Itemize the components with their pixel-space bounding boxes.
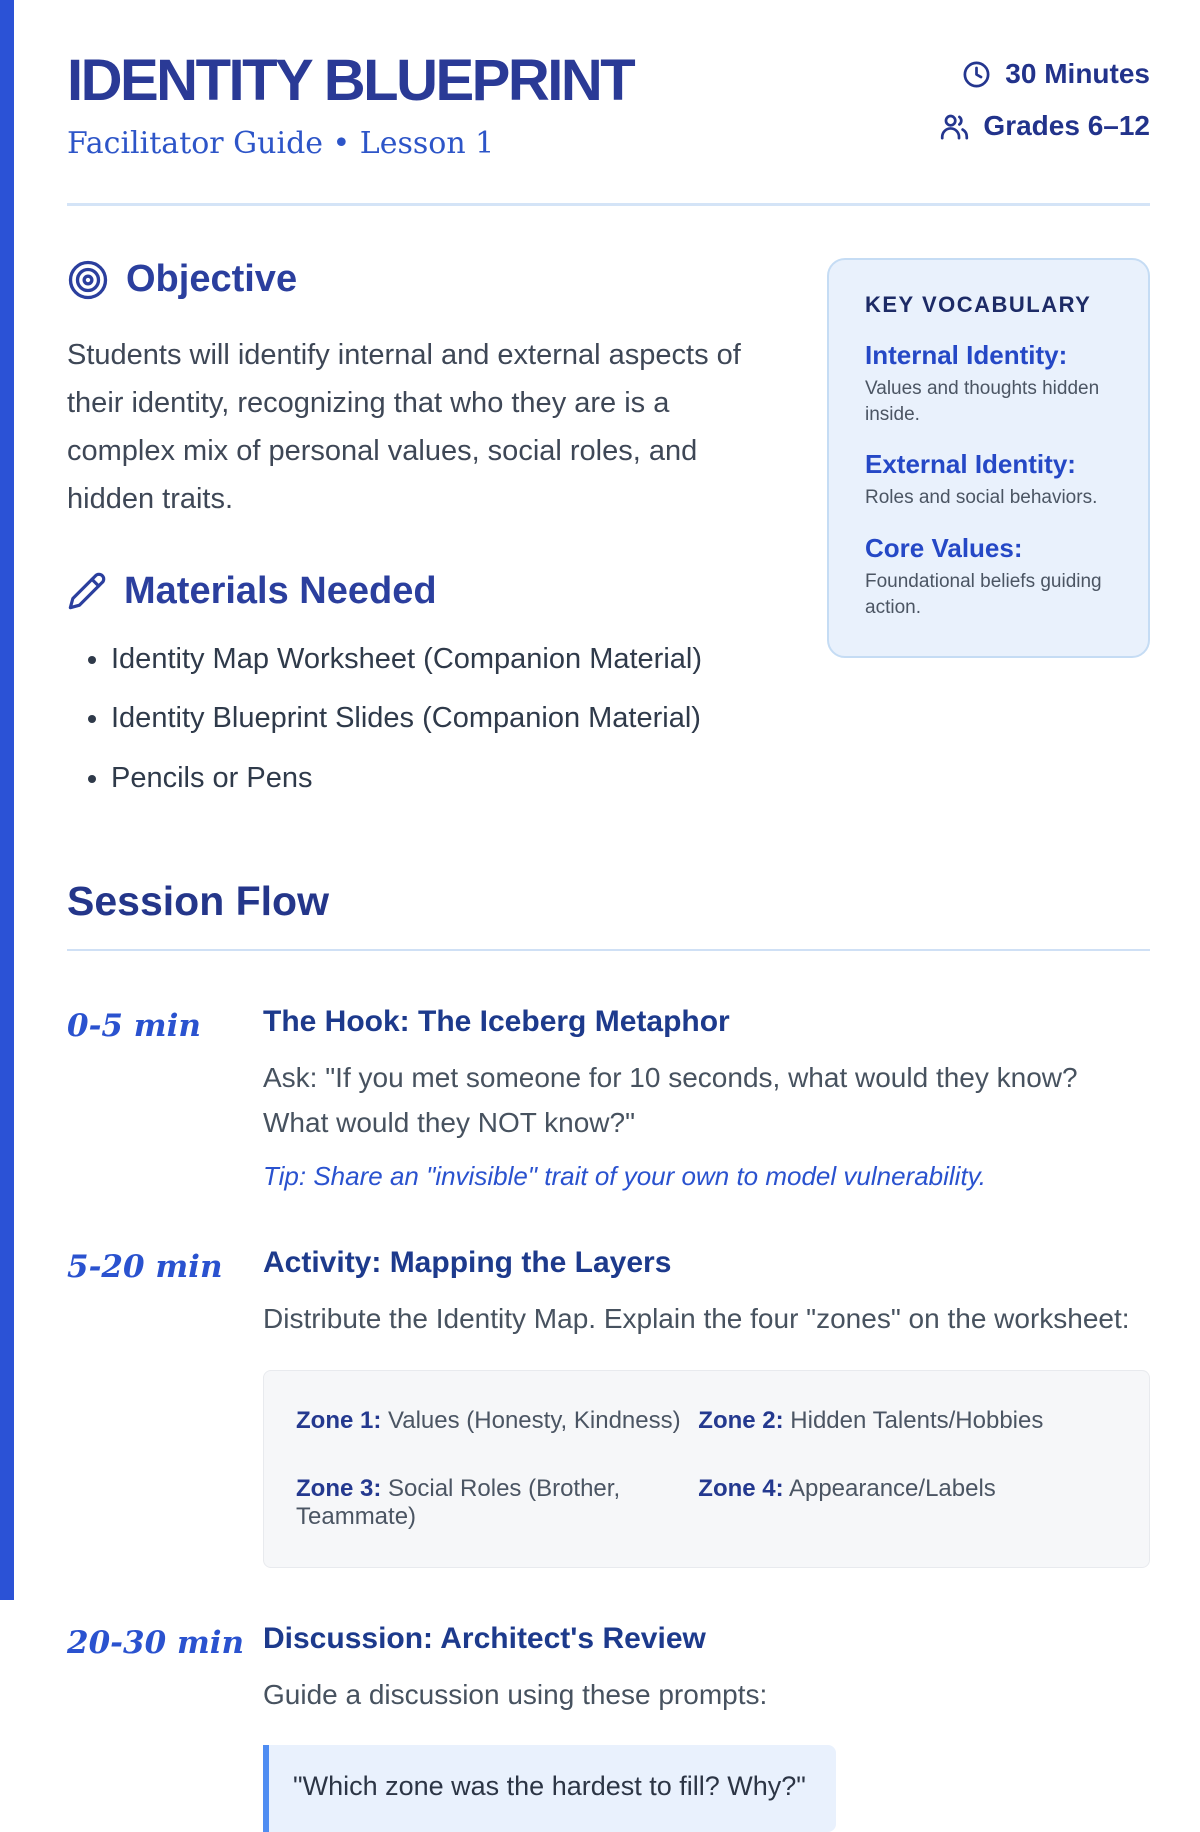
document-page: [67, 0, 1150, 1832]
page-title: IDENTITY BLUEPRINT: [67, 48, 634, 113]
zone-value: Social Roles (Brother, Teammate): [296, 1474, 621, 1530]
session-item-title: Discussion: Architect's Review: [263, 1621, 706, 1655]
objective-heading: [67, 258, 787, 301]
time-label: 0-5 min: [67, 1007, 201, 1044]
accent-bar: [0, 0, 14, 1600]
grades-row: [939, 110, 1150, 142]
session-item-title: Activity: Mapping the Layers: [263, 1246, 672, 1280]
session-flow-divider: [67, 949, 1150, 951]
vocab-term: [865, 449, 1118, 511]
clock-icon: [961, 59, 992, 90]
header: [67, 0, 1150, 161]
vocab-term-definition: Foundational beliefs guiding action.: [865, 570, 1102, 618]
session-item-content: [263, 1005, 1150, 1193]
time-label: 5-20 min: [67, 1249, 223, 1286]
discussion-prompt-quote: "Which zone was the hardest to fill? Why?": [263, 1745, 836, 1832]
session-item-body: Guide a discussion using these prompts:: [263, 1678, 768, 1710]
zone-cell: [698, 1407, 1117, 1435]
users-icon: [939, 111, 970, 142]
zone-label: Zone 4:: [698, 1474, 784, 1502]
session-item-activity: [67, 1246, 1150, 1567]
list-item: • Identity Blueprint Slides (Companion Material): [111, 700, 787, 738]
session-item-body: Ask: "If you met someone for 10 seconds, what would they know? What would they NOT know?": [263, 1061, 1078, 1138]
session-item-title: The Hook: The Iceberg Metaphor: [263, 1004, 730, 1038]
vocab-term-definition: Values and thoughts hidden inside.: [865, 378, 1100, 425]
subtitle: Facilitator Guide • Lesson 1: [67, 126, 495, 161]
list-item: • Identity Map Worksheet (Companion Material): [111, 641, 787, 679]
grades-text: Grades 6–12: [983, 110, 1150, 141]
header-titles: [67, 48, 634, 161]
time-label: 20-30 min: [67, 1624, 245, 1661]
zone-cell: [296, 1407, 698, 1435]
session-item-tip: Tip: Share an "invisible" trait of your own to model vulnerability.: [263, 1161, 986, 1192]
zone-label: Zone 3:: [296, 1474, 382, 1502]
zone-label: Zone 1:: [296, 1406, 382, 1434]
duration-text: 30 Minutes: [1005, 58, 1150, 89]
session-item-content: [263, 1622, 1150, 1832]
vocab-term-name: Core Values:: [865, 532, 1023, 563]
session-flow-heading: Session Flow: [67, 877, 329, 924]
vocab-term: [865, 340, 1118, 427]
session-item-body: Distribute the Identity Map. Explain the four "zones" on the worksheet:: [263, 1303, 1130, 1335]
zone-value: Appearance/Labels: [788, 1474, 996, 1502]
vocab-term-definition: Roles and social behaviors.: [865, 487, 1098, 509]
zone-label: Zone 2:: [698, 1406, 784, 1434]
header-divider: [67, 203, 1150, 206]
vocab-term-name: External Identity:: [865, 449, 1076, 480]
vocab-term-name: Internal Identity:: [865, 340, 1068, 370]
zones-box: [263, 1370, 1150, 1568]
objective-text: Students will identify internal and external aspects of their identity, recognizing that who they are is a complex mix of personal values, social roles, and hidden traits.: [67, 339, 741, 516]
materials-heading: [67, 570, 787, 613]
vocab-heading: KEY VOCABULARY: [865, 292, 1092, 317]
zone-value: Values (Honesty, Kindness): [388, 1406, 681, 1434]
zone-cell: [296, 1475, 698, 1531]
zone-value: Hidden Talents/Hobbies: [790, 1406, 1044, 1434]
session-item-content: [263, 1246, 1150, 1567]
target-icon: [67, 259, 109, 301]
materials-heading-label: Materials Needed: [124, 569, 437, 612]
objective-heading-label: Objective: [126, 258, 298, 300]
header-meta: [939, 52, 1150, 142]
vocab-term: [865, 533, 1118, 620]
session-item-hook: [67, 1005, 1150, 1193]
key-vocabulary-box: [827, 258, 1150, 658]
session-item-discussion: [67, 1622, 1150, 1832]
zone-cell: [698, 1475, 1117, 1531]
materials-list: [67, 641, 787, 798]
pencil-icon: [67, 571, 107, 611]
duration-row: [961, 58, 1150, 90]
list-item: • Pencils or Pens: [111, 760, 787, 798]
